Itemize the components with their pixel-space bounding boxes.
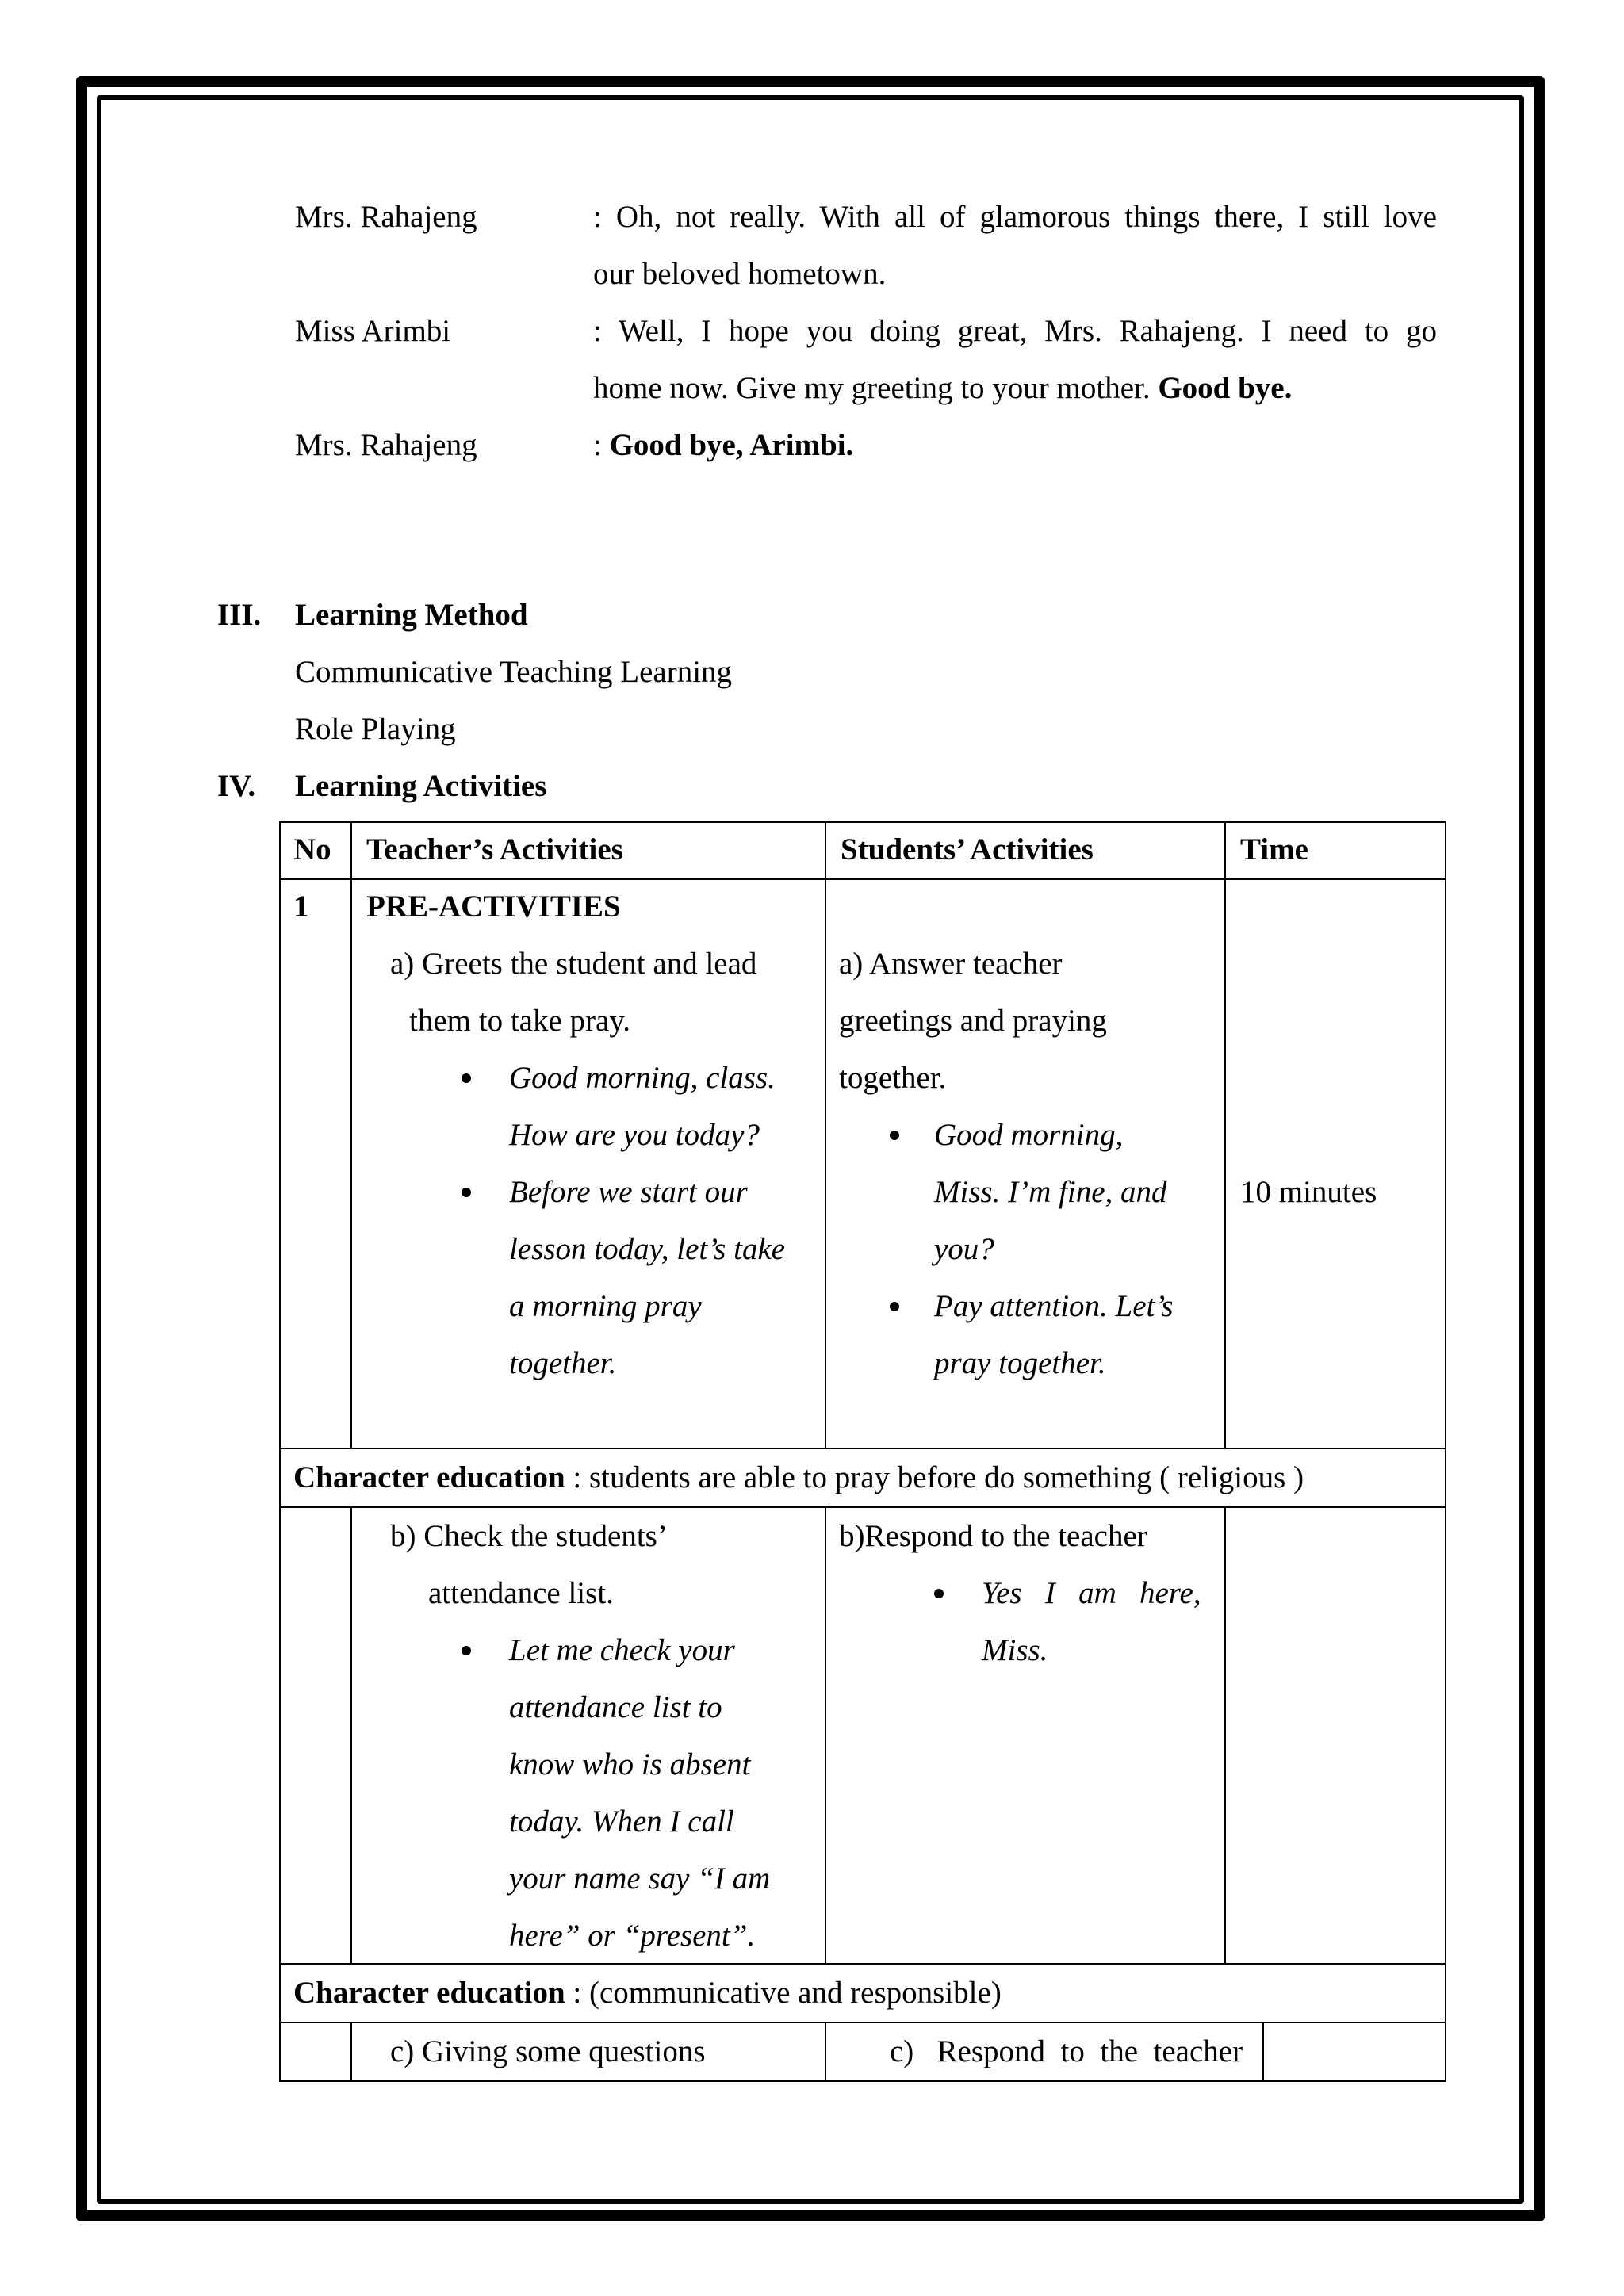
teacher-script: your name say “I am <box>509 1862 771 1896</box>
teacher-script: How are you today? <box>509 1118 760 1152</box>
section-title: Learning Method <box>295 598 528 632</box>
student-script: Yes I am here, <box>982 1576 1201 1610</box>
teacher-script: a morning pray <box>509 1289 702 1323</box>
teacher-activity: attendance list. <box>428 1576 614 1610</box>
student-activity: greetings and praying <box>839 1004 1107 1038</box>
bullet-icon <box>934 1589 944 1598</box>
student-activity: b)Respond to the teacher <box>839 1519 1147 1553</box>
table-rule <box>350 821 352 1449</box>
row-number: 1 <box>293 890 309 924</box>
teacher-script: attendance list to <box>509 1690 722 1724</box>
student-activity: a) Answer teacher <box>839 947 1063 981</box>
student-activity: c) Respond to the teacher <box>890 2034 1243 2068</box>
table-rule <box>1445 821 1446 2082</box>
table-rule <box>279 2080 1446 2082</box>
character-education: Character education : students are able to pray before do something ( religious ) <box>293 1460 1304 1494</box>
dialogue-line: : Good bye, Arimbi. <box>593 428 854 462</box>
teacher-script: Before we start our <box>509 1175 748 1209</box>
teacher-activity: c) Giving some questions <box>390 2034 706 2068</box>
activities-table <box>279 821 1446 2088</box>
dialogue-line: : Well, I hope you doing great, Mrs. Rahajeng. I need to go <box>593 314 1437 348</box>
bullet-icon <box>462 1073 471 1083</box>
student-script: Pay attention. Let’s <box>934 1289 1174 1323</box>
method-item: Communicative Teaching Learning <box>295 655 733 689</box>
teacher-script: today. When I call <box>509 1804 734 1839</box>
dialogue-line: : Oh, not really. With all of glamorous things there, I still love <box>593 200 1437 234</box>
section-numeral: III. <box>217 598 262 632</box>
bullet-icon <box>462 1188 471 1197</box>
bullet-icon <box>890 1302 899 1311</box>
table-rule <box>1224 1506 1226 1965</box>
bullet-icon <box>462 1646 471 1655</box>
table-header: Time <box>1240 832 1308 867</box>
speaker-name: Miss Arimbi <box>295 314 451 348</box>
bullet-icon <box>890 1131 899 1140</box>
student-script: Good morning, <box>934 1118 1124 1152</box>
teacher-activity: them to take pray. <box>409 1004 631 1038</box>
speaker-name: Mrs. Rahajeng <box>295 200 477 234</box>
teacher-activity: a) Greets the student and lead <box>390 947 757 981</box>
teacher-activity: b) Check the students’ <box>390 1519 668 1553</box>
table-header: No <box>293 832 331 867</box>
method-item: Role Playing <box>295 712 456 746</box>
dialogue-line: home now. Give my greeting to your mother. Good bye. <box>593 371 1293 405</box>
character-education: Character education : (communicative and responsible) <box>293 1976 1002 2010</box>
table-rule <box>825 2022 826 2082</box>
table-rule <box>350 1506 352 1965</box>
teacher-script: lesson today, let’s take <box>509 1232 786 1266</box>
time-value: 10 minutes <box>1240 1175 1377 1209</box>
teacher-script: Good morning, class. <box>509 1061 776 1095</box>
student-script: you? <box>934 1232 994 1266</box>
table-header: Teacher’s Activities <box>366 832 623 867</box>
teacher-script: together. <box>509 1346 617 1380</box>
table-rule <box>1224 821 1226 1449</box>
student-activity: together. <box>839 1061 947 1095</box>
table-rule <box>1262 2022 1264 2082</box>
table-rule <box>825 821 826 1449</box>
teacher-script: know who is absent <box>509 1747 751 1781</box>
teacher-script: here” or “present”. <box>509 1919 756 1953</box>
student-script: Miss. <box>982 1633 1048 1667</box>
table-rule <box>350 2022 352 2082</box>
student-script: pray together. <box>934 1346 1106 1380</box>
table-rule <box>279 821 281 2082</box>
section-title: Learning Activities <box>295 769 547 803</box>
table-rule <box>825 1506 826 1965</box>
student-script: Miss. I’m fine, and <box>934 1175 1167 1209</box>
phase-title: PRE-ACTIVITIES <box>366 890 621 924</box>
speaker-name: Mrs. Rahajeng <box>295 428 477 462</box>
dialogue-line: our beloved hometown. <box>593 257 887 291</box>
table-header: Students’ Activities <box>841 832 1094 867</box>
section-numeral: IV. <box>217 769 256 803</box>
teacher-script: Let me check your <box>509 1633 735 1667</box>
